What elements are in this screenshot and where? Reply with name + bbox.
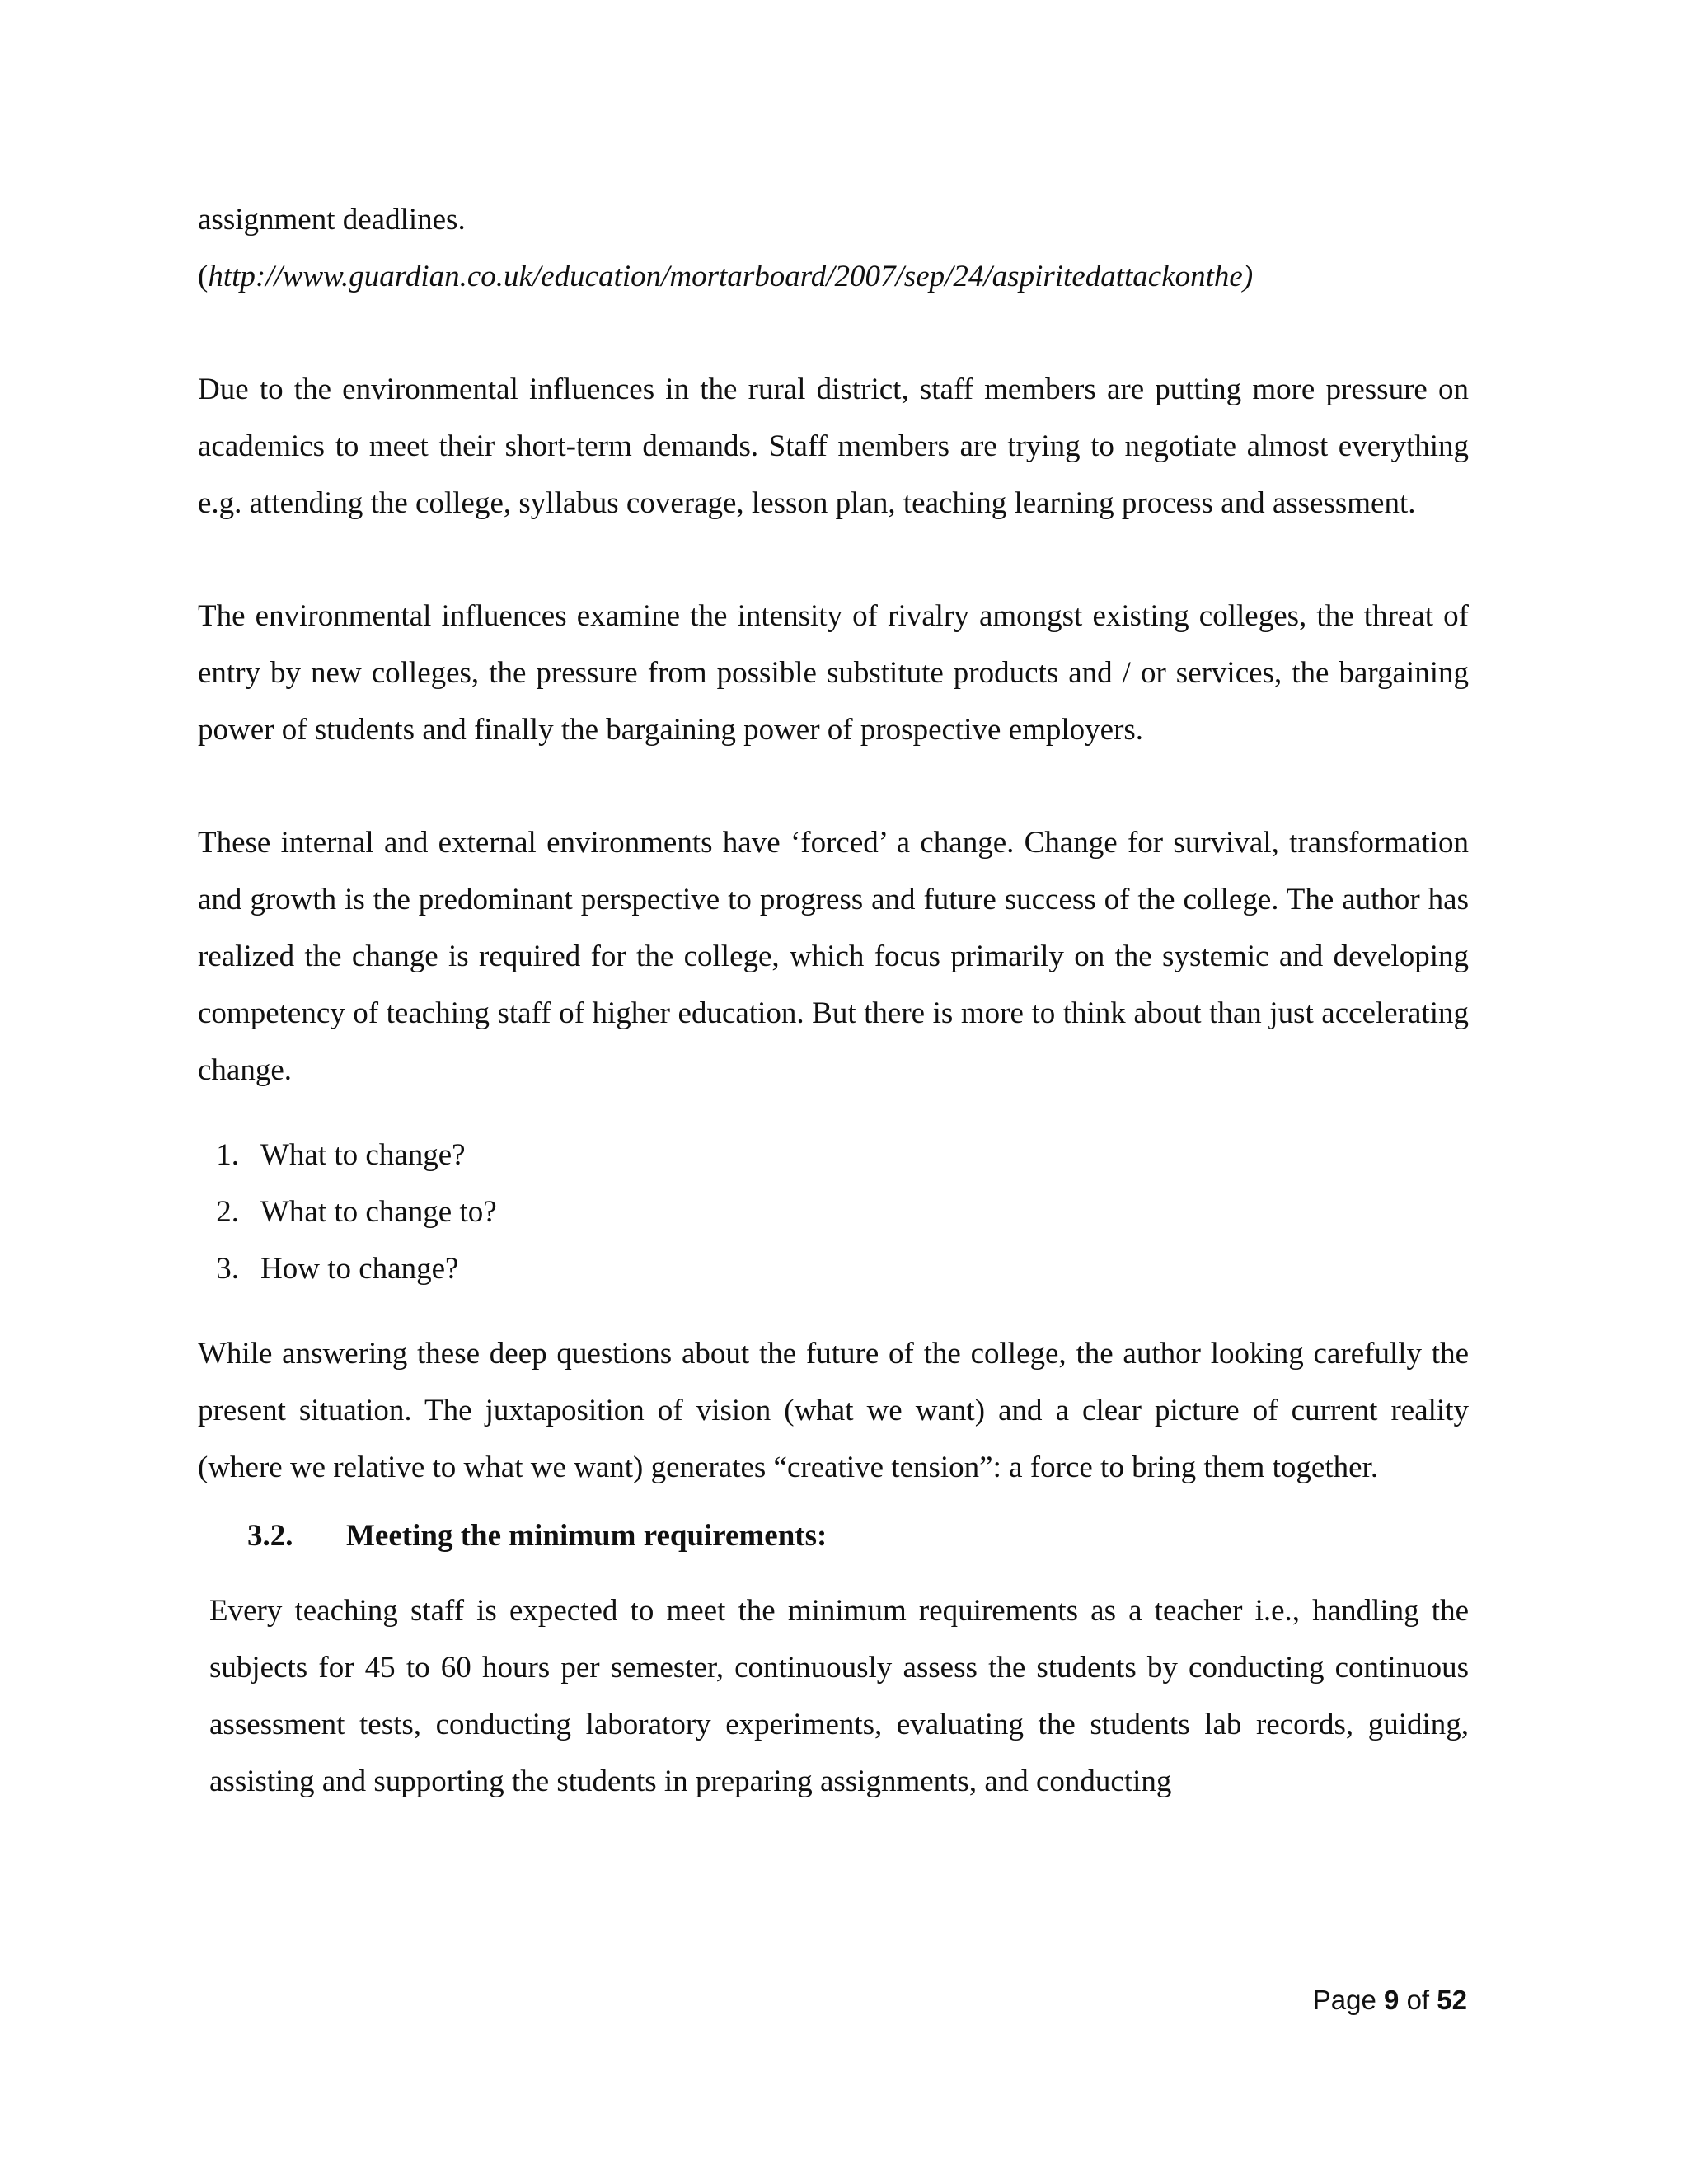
- section-title: Meeting the minimum requirements:: [346, 1519, 828, 1553]
- page-label: Page: [1312, 1985, 1376, 2015]
- paragraph-minimum-requirements: Every teaching staff is expected to meet the minimum requirements as a teacher i.e., handling the subjects for 45 to 60 hours per semester, continuously assess the students by conducting continuous assessment tests, conducting laboratory experiments, evaluating the students lab records, guiding, assisting and supporting the students in preparing assignments, and conducting: [209, 1594, 1469, 1798]
- list-item-number: 1.: [216, 1138, 239, 1172]
- of-label: of: [1406, 1985, 1430, 2015]
- url-text: http://www.guardian.co.uk/education/mortarboard/2007/sep/24/aspiritedattackonthe): [208, 260, 1254, 293]
- section-number: 3.2.: [247, 1519, 293, 1553]
- list-item: [198, 1127, 1469, 1183]
- list-item-number: 2.: [216, 1195, 239, 1229]
- list-item-text: What to change?: [260, 1138, 466, 1172]
- paragraph-creative-tension: While answering these deep questions about the future of the college, the author looking carefully the present situation. The juxtaposition of vision (what we want) and a clear picture of current reality (where we relative to what we want) generates “creative tension”: a force to bring them together.: [198, 1337, 1469, 1484]
- text-line-deadlines: assignment deadlines.: [198, 203, 466, 237]
- reference-url: [198, 248, 1469, 305]
- section-heading: [198, 1507, 1469, 1564]
- paragraph-forced-change: These internal and external environments have ‘forced’ a change. Change for survival, transformation and growth is the predominant perspective to progress and future success of the college. The author has realized the change is required for the college, which focus primarily on the systemic and developing competency of teaching staff of higher education. But there is more to think about than just accelerating change.: [198, 826, 1469, 1087]
- page-body: [198, 191, 1469, 1810]
- list-item-number: 3.: [216, 1252, 239, 1286]
- url-open-paren: (: [198, 260, 209, 293]
- paragraph-environmental-influences: Due to the environmental influences in the rural district, staff members are putting more pressure on academics to meet their short-term demands. Staff members are trying to negotiate almost everything e.g. attending the college, syllabus coverage, lesson plan, teaching learning process and assessment.: [198, 373, 1469, 520]
- list-item-text: How to change?: [260, 1252, 459, 1286]
- list-item: [198, 1240, 1469, 1297]
- total-page-count: 52: [1437, 1985, 1467, 2015]
- list-item-text: What to change to?: [260, 1195, 497, 1229]
- change-questions-list: [198, 1127, 1469, 1297]
- page-number-footer: [1313, 1985, 1467, 2016]
- current-page-number: 9: [1384, 1985, 1400, 2015]
- paragraph-rivalry: The environmental influences examine the intensity of rivalry amongst existing colleges, the threat of entry by new colleges, the pressure from possible substitute products and / or services, the bargaining power of students and finally the bargaining power of prospective employers.: [198, 599, 1469, 747]
- list-item: [198, 1183, 1469, 1240]
